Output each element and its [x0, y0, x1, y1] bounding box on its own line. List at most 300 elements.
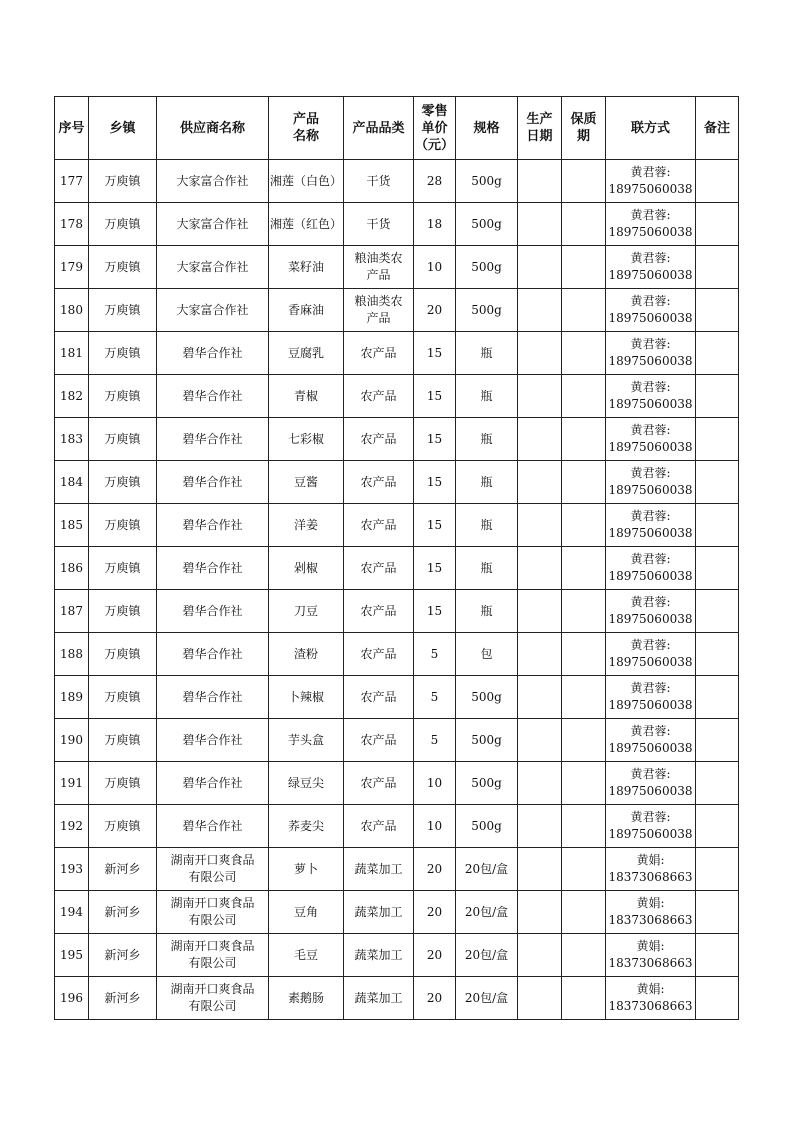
cell-line: 18975060038: [608, 354, 693, 368]
cell-shelf-life: [562, 848, 606, 891]
cell-line: 农产品: [360, 345, 397, 360]
cell-line: 生产: [526, 112, 553, 127]
cell-line: 供应商名称: [179, 120, 245, 136]
cell-contact: [606, 848, 696, 891]
cell-shelf-life: [562, 547, 606, 590]
cell-line: 黄君蓉:: [630, 638, 671, 652]
cell-product: [269, 547, 344, 590]
cell-no: 186: [55, 547, 89, 590]
cell-line: 18975060038: [608, 440, 693, 454]
cell-shelf-life: [562, 977, 606, 1020]
cell-production-date: [518, 762, 562, 805]
cell-line: 黄君蓉:: [630, 294, 671, 308]
cell-price: 20: [414, 848, 456, 891]
cell-supplier: [157, 160, 269, 203]
cell-category: [344, 246, 414, 289]
cell-price: 15: [414, 590, 456, 633]
cell-shelf-life: [562, 203, 606, 246]
cell-spec: 500g: [456, 805, 518, 848]
cell-spec: 500g: [456, 160, 518, 203]
cell-note: [696, 418, 739, 461]
cell-note: [696, 246, 739, 289]
cell-line: 18975060038: [608, 526, 693, 540]
cell-price: 10: [414, 246, 456, 289]
cell-line: 蔬菜加工: [354, 990, 403, 1005]
header-spec: [456, 97, 518, 160]
cell-shelf-life: [562, 418, 606, 461]
cell-town: 新河乡: [89, 934, 157, 977]
cell-no: 177: [55, 160, 89, 203]
cell-supplier: [157, 203, 269, 246]
cell-line: 18975060038: [608, 268, 693, 282]
cell-shelf-life: [562, 160, 606, 203]
cell-line: 荞麦尖: [287, 818, 324, 833]
cell-product: [269, 676, 344, 719]
cell-line: 豆角: [293, 904, 318, 919]
cell-price: 15: [414, 504, 456, 547]
cell-line: 单价: [421, 120, 448, 136]
cell-line: 18975060038: [608, 311, 693, 325]
cell-contact: [606, 461, 696, 504]
cell-line: 大家富合作社: [176, 173, 249, 188]
cell-town: 万庾镇: [89, 203, 157, 246]
table-row: [55, 160, 739, 203]
header-price: [414, 97, 456, 160]
table-body: [55, 160, 739, 1020]
cell-note: [696, 461, 739, 504]
cell-line: 湘莲（白色）: [269, 173, 342, 188]
cell-line: 黄君蓉:: [630, 767, 671, 781]
cell-line: 有限公司: [188, 913, 237, 927]
cell-supplier: [157, 289, 269, 332]
cell-spec: 500g: [456, 203, 518, 246]
cell-category: [344, 590, 414, 633]
cell-supplier: [157, 461, 269, 504]
cell-line: 黄娟:: [636, 939, 665, 953]
cell-shelf-life: [562, 375, 606, 418]
cell-product: [269, 848, 344, 891]
cell-line: 青椒: [293, 388, 318, 403]
cell-line: 黄君蓉:: [630, 251, 671, 265]
cell-line: 黄君蓉:: [630, 509, 671, 523]
cell-contact: [606, 332, 696, 375]
cell-line: 香麻油: [287, 302, 324, 317]
cell-contact: [606, 762, 696, 805]
cell-line: 农产品: [360, 431, 397, 446]
header-no: [55, 97, 89, 160]
cell-shelf-life: [562, 891, 606, 934]
cell-contact: [606, 289, 696, 332]
cell-no: 193: [55, 848, 89, 891]
cell-price: 20: [414, 977, 456, 1020]
cell-supplier: [157, 848, 269, 891]
cell-price: 20: [414, 934, 456, 977]
cell-production-date: [518, 590, 562, 633]
cell-price: 15: [414, 461, 456, 504]
cell-note: [696, 719, 739, 762]
table-row: [55, 676, 739, 719]
cell-line: 农产品: [360, 388, 397, 403]
cell-line: 素鹅肠: [287, 990, 324, 1005]
cell-town: 万庾镇: [89, 762, 157, 805]
cell-spec: 20包/盒: [456, 934, 518, 977]
cell-line: 粮油类农: [354, 294, 403, 308]
cell-production-date: [518, 805, 562, 848]
cell-line: 有限公司: [188, 999, 237, 1013]
table-row: [55, 461, 739, 504]
cell-spec: 瓶: [456, 375, 518, 418]
cell-category: [344, 160, 414, 203]
cell-price: 15: [414, 332, 456, 375]
cell-note: [696, 375, 739, 418]
cell-line: 渣粉: [293, 646, 318, 661]
cell-line: 碧华合作社: [182, 603, 243, 618]
cell-production-date: [518, 977, 562, 1020]
cell-note: [696, 633, 739, 676]
cell-price: 5: [414, 633, 456, 676]
cell-shelf-life: [562, 246, 606, 289]
cell-product: [269, 203, 344, 246]
cell-line: 毛豆: [293, 947, 318, 962]
cell-product: [269, 590, 344, 633]
cell-category: [344, 934, 414, 977]
cell-line: 蔬菜加工: [354, 947, 403, 962]
cell-product: [269, 375, 344, 418]
cell-product: [269, 762, 344, 805]
cell-line: 备注: [703, 120, 730, 136]
cell-contact: [606, 590, 696, 633]
cell-supplier: [157, 547, 269, 590]
cell-line: 黄娟:: [636, 853, 665, 867]
cell-supplier: [157, 891, 269, 934]
table-header-row: [55, 97, 739, 160]
cell-contact: [606, 676, 696, 719]
cell-product: [269, 332, 344, 375]
table-row: [55, 934, 739, 977]
cell-line: 农产品: [360, 560, 397, 575]
cell-production-date: [518, 246, 562, 289]
cell-note: [696, 977, 739, 1020]
cell-line: 黄君蓉:: [630, 552, 671, 566]
cell-product: [269, 891, 344, 934]
cell-line: 农产品: [360, 646, 397, 661]
cell-line: 湘莲（红色）: [269, 216, 342, 231]
cell-category: [344, 461, 414, 504]
cell-no: 192: [55, 805, 89, 848]
cell-product: [269, 160, 344, 203]
cell-line: 黄君蓉:: [630, 466, 671, 480]
cell-contact: [606, 891, 696, 934]
cell-spec: 500g: [456, 719, 518, 762]
table-row: [55, 891, 739, 934]
cell-line: 干货: [366, 216, 391, 231]
cell-line: 洋姜: [293, 517, 318, 532]
table-row: [55, 977, 739, 1020]
cell-line: 卜辣椒: [287, 689, 324, 704]
cell-line: 18975060038: [608, 569, 693, 583]
cell-no: 187: [55, 590, 89, 633]
cell-line: 大家富合作社: [176, 259, 249, 274]
cell-line: 产品品类: [352, 120, 405, 136]
table-row: [55, 332, 739, 375]
cell-category: [344, 762, 414, 805]
cell-line: 大家富合作社: [176, 216, 249, 231]
cell-line: 黄君蓉:: [630, 724, 671, 738]
cell-product: [269, 977, 344, 1020]
cell-spec: 瓶: [456, 547, 518, 590]
cell-town: 万庾镇: [89, 719, 157, 762]
cell-product: [269, 418, 344, 461]
cell-price: 10: [414, 762, 456, 805]
cell-line: 黄君蓉:: [630, 208, 671, 222]
cell-contact: [606, 934, 696, 977]
cell-production-date: [518, 289, 562, 332]
cell-production-date: [518, 375, 562, 418]
cell-line: 碧华合作社: [182, 775, 243, 790]
cell-price: 5: [414, 676, 456, 719]
cell-category: [344, 332, 414, 375]
cell-contact: [606, 375, 696, 418]
cell-price: 15: [414, 375, 456, 418]
cell-line: 碧华合作社: [182, 474, 243, 489]
cell-line: 保质: [570, 112, 597, 127]
table-row: [55, 633, 739, 676]
cell-category: [344, 633, 414, 676]
cell-note: [696, 547, 739, 590]
cell-line: 大家富合作社: [176, 302, 249, 317]
cell-contact: [606, 633, 696, 676]
cell-category: [344, 418, 414, 461]
cell-spec: 20包/盒: [456, 977, 518, 1020]
cell-no: 189: [55, 676, 89, 719]
cell-town: 万庾镇: [89, 633, 157, 676]
cell-supplier: [157, 590, 269, 633]
cell-no: 196: [55, 977, 89, 1020]
cell-line: 萝卜: [293, 861, 318, 876]
cell-price: 20: [414, 289, 456, 332]
cell-category: [344, 375, 414, 418]
cell-line: 黄君蓉:: [630, 380, 671, 394]
cell-no: 191: [55, 762, 89, 805]
cell-no: 178: [55, 203, 89, 246]
cell-note: [696, 504, 739, 547]
cell-line: 期: [576, 129, 590, 144]
header-town: [89, 97, 157, 160]
cell-category: [344, 891, 414, 934]
cell-line: 有限公司: [188, 956, 237, 970]
cell-line: 18373068663: [608, 913, 693, 927]
cell-note: [696, 332, 739, 375]
header-product: [269, 97, 344, 160]
cell-no: 180: [55, 289, 89, 332]
table-row: [55, 418, 739, 461]
cell-contact: [606, 719, 696, 762]
cell-no: 181: [55, 332, 89, 375]
cell-line: 七彩椒: [287, 431, 324, 446]
cell-line: 18975060038: [608, 741, 693, 755]
cell-no: 185: [55, 504, 89, 547]
cell-shelf-life: [562, 461, 606, 504]
cell-line: （元）: [414, 137, 454, 153]
cell-note: [696, 590, 739, 633]
cell-line: 碧华合作社: [182, 517, 243, 532]
cell-supplier: [157, 977, 269, 1020]
cell-product: [269, 805, 344, 848]
cell-category: [344, 676, 414, 719]
cell-line: 农产品: [360, 603, 397, 618]
cell-supplier: [157, 418, 269, 461]
cell-spec: 500g: [456, 762, 518, 805]
cell-line: 刀豆: [293, 603, 318, 618]
cell-shelf-life: [562, 762, 606, 805]
cell-spec: 20包/盒: [456, 891, 518, 934]
cell-line: 碧华合作社: [182, 732, 243, 747]
cell-town: 新河乡: [89, 891, 157, 934]
cell-line: 湖南开口爽食品: [170, 982, 255, 996]
cell-spec: 500g: [456, 289, 518, 332]
cell-no: 195: [55, 934, 89, 977]
cell-production-date: [518, 160, 562, 203]
cell-production-date: [518, 934, 562, 977]
cell-spec: 瓶: [456, 590, 518, 633]
cell-production-date: [518, 504, 562, 547]
cell-line: 黄君蓉:: [630, 810, 671, 824]
cell-line: 湖南开口爽食品: [170, 896, 255, 910]
cell-spec: 500g: [456, 676, 518, 719]
cell-town: 万庾镇: [89, 332, 157, 375]
cell-note: [696, 762, 739, 805]
cell-category: [344, 203, 414, 246]
cell-line: 黄娟:: [636, 896, 665, 910]
table-row: [55, 590, 739, 633]
cell-town: 万庾镇: [89, 547, 157, 590]
cell-note: [696, 934, 739, 977]
cell-town: 万庾镇: [89, 676, 157, 719]
cell-product: [269, 934, 344, 977]
cell-line: 豆腐乳: [287, 345, 324, 360]
header-category: [344, 97, 414, 160]
cell-note: [696, 203, 739, 246]
cell-line: 黄君蓉:: [630, 423, 671, 437]
cell-spec: 包: [456, 633, 518, 676]
cell-line: 碧华合作社: [182, 560, 243, 575]
cell-product: [269, 633, 344, 676]
cell-line: 碧华合作社: [182, 431, 243, 446]
cell-note: [696, 289, 739, 332]
cell-category: [344, 719, 414, 762]
cell-line: 碧华合作社: [182, 388, 243, 403]
cell-line: 18975060038: [608, 655, 693, 669]
header-note: [696, 97, 739, 160]
cell-town: 万庾镇: [89, 375, 157, 418]
cell-no: 183: [55, 418, 89, 461]
cell-line: 蔬菜加工: [354, 904, 403, 919]
table-row: [55, 848, 739, 891]
cell-category: [344, 977, 414, 1020]
header-shelf-life: [562, 97, 606, 160]
cell-line: 18975060038: [608, 612, 693, 626]
cell-line: 零售: [421, 103, 448, 119]
cell-shelf-life: [562, 289, 606, 332]
cell-line: 农产品: [360, 474, 397, 489]
cell-line: 农产品: [360, 517, 397, 532]
cell-line: 18975060038: [608, 698, 693, 712]
cell-line: 黄君蓉:: [630, 595, 671, 609]
cell-supplier: [157, 805, 269, 848]
cell-town: 万庾镇: [89, 461, 157, 504]
cell-line: 蔬菜加工: [354, 861, 403, 876]
cell-spec: 瓶: [456, 418, 518, 461]
cell-category: [344, 289, 414, 332]
cell-production-date: [518, 461, 562, 504]
cell-product: [269, 289, 344, 332]
cell-line: 农产品: [360, 689, 397, 704]
cell-production-date: [518, 891, 562, 934]
cell-price: 10: [414, 805, 456, 848]
cell-town: 万庾镇: [89, 805, 157, 848]
cell-line: 黄君蓉:: [630, 165, 671, 179]
cell-line: 农产品: [360, 775, 397, 790]
cell-line: 18975060038: [608, 784, 693, 798]
cell-line: 日期: [526, 129, 553, 144]
table-row: [55, 504, 739, 547]
cell-no: 194: [55, 891, 89, 934]
cell-supplier: [157, 246, 269, 289]
header-production-date: [518, 97, 562, 160]
cell-spec: 瓶: [456, 332, 518, 375]
table-row: [55, 762, 739, 805]
cell-line: 黄君蓉:: [630, 681, 671, 695]
table-row: [55, 719, 739, 762]
cell-production-date: [518, 633, 562, 676]
cell-line: 名称: [292, 129, 319, 144]
cell-town: 万庾镇: [89, 418, 157, 461]
cell-production-date: [518, 676, 562, 719]
cell-town: 万庾镇: [89, 590, 157, 633]
cell-note: [696, 676, 739, 719]
cell-price: 20: [414, 891, 456, 934]
cell-line: 18373068663: [608, 999, 693, 1013]
cell-contact: [606, 547, 696, 590]
cell-line: 产品: [366, 311, 391, 325]
cell-category: [344, 848, 414, 891]
cell-line: 规格: [473, 120, 500, 136]
cell-line: 农产品: [360, 732, 397, 747]
cell-line: 18975060038: [608, 182, 693, 196]
cell-line: 有限公司: [188, 870, 237, 884]
header-supplier: [157, 97, 269, 160]
cell-category: [344, 547, 414, 590]
cell-production-date: [518, 203, 562, 246]
cell-line: 芋头盒: [287, 732, 324, 747]
cell-supplier: [157, 332, 269, 375]
cell-line: 产品: [366, 268, 391, 282]
cell-price: 15: [414, 547, 456, 590]
cell-town: 新河乡: [89, 977, 157, 1020]
cell-shelf-life: [562, 633, 606, 676]
cell-line: 碧华合作社: [182, 345, 243, 360]
cell-shelf-life: [562, 805, 606, 848]
cell-spec: 瓶: [456, 504, 518, 547]
cell-line: 黄君蓉:: [630, 337, 671, 351]
cell-line: 18975060038: [608, 397, 693, 411]
product-table: [54, 96, 739, 1020]
cell-no: 188: [55, 633, 89, 676]
cell-category: [344, 805, 414, 848]
cell-supplier: [157, 934, 269, 977]
cell-no: 182: [55, 375, 89, 418]
cell-shelf-life: [562, 719, 606, 762]
